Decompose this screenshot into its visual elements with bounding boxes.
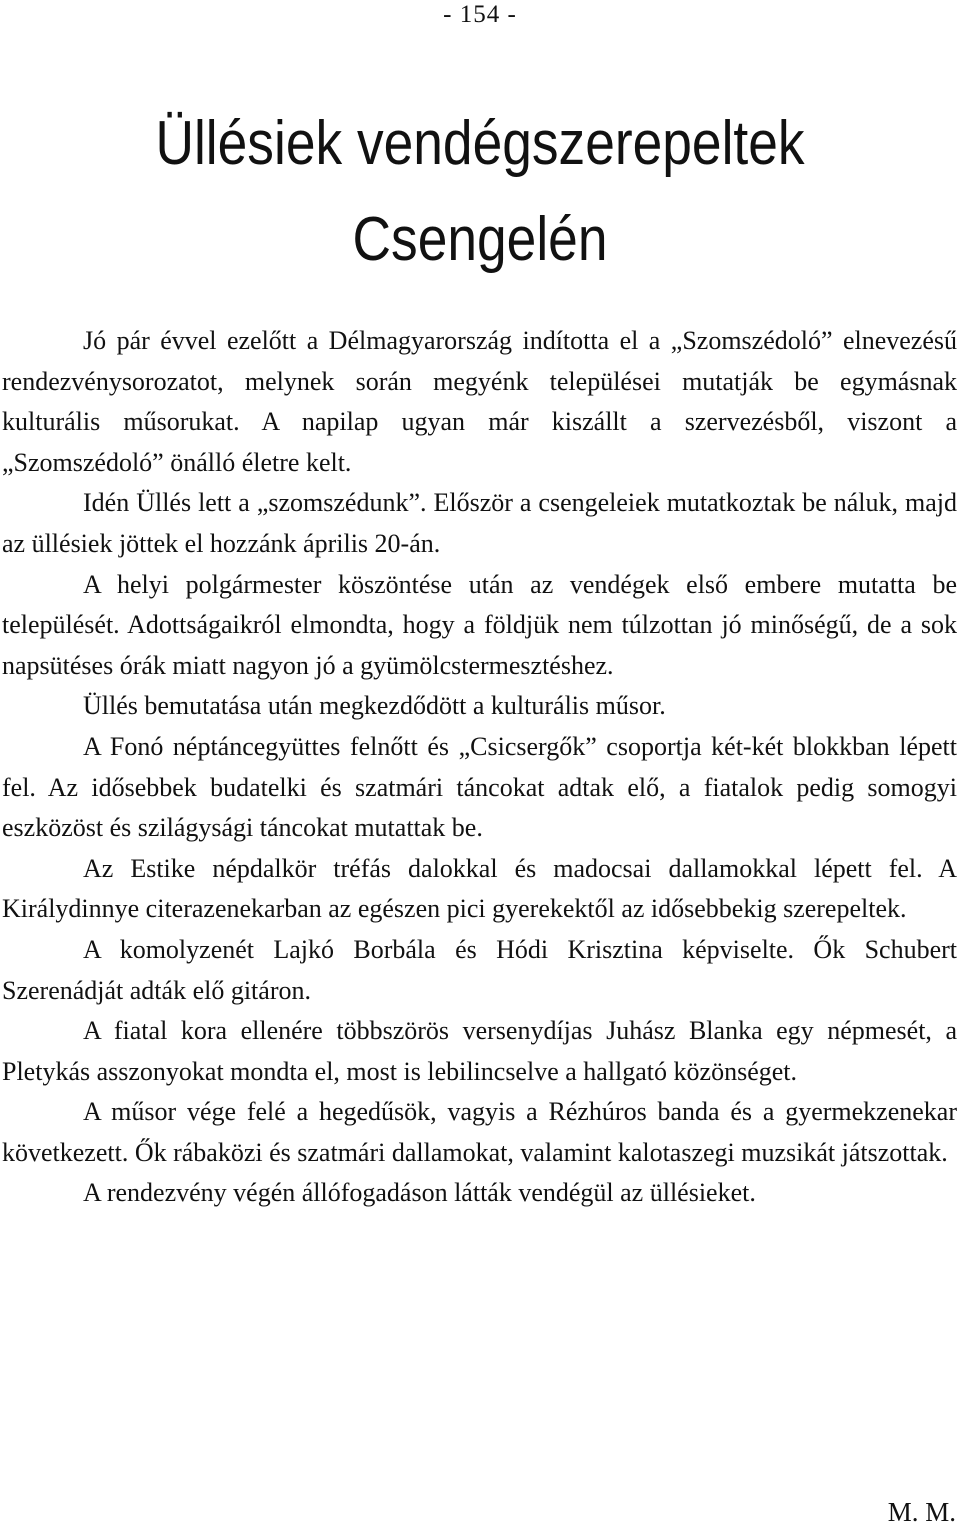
- article-title-line-2: Csengelén: [352, 205, 608, 274]
- paragraph: Jó pár évvel ezelőtt a Délmagyarország indította el a „Szomszédoló” elnevezésű rendezvénysorozatot, melynek során megyénk települései mutatják be egymásnak kulturális műsorukat. A napilap ugyan már kiszállt a szervezésből, viszont a „Szomszédoló” önálló életre kelt.: [2, 326, 957, 477]
- article-body: [2, 321, 957, 1214]
- page-number: - 154 -: [443, 1, 517, 28]
- paragraph: A műsor vége felé a hegedűsök, vagyis a Rézhúros banda és a gyermekzenekar következett. Ők rábaközi és szatmári dallamokat, valamint kalotaszegi muzsikát játszottak.: [2, 1097, 957, 1167]
- paragraph: Idén Üllés lett a „szomszédunk”. Először a csengeleiek mutatkoztak be náluk, majd az üllésiek jöttek el hozzánk április 20-án.: [2, 488, 957, 558]
- paragraph: Az Estike népdalkör tréfás dalokkal és madocsai dallamokkal lépett fel. A Királydinnye citerazenekarban az egészen pici gyerekektől az idősebbekig szerepeltek.: [2, 853, 957, 924]
- paragraph: A rendezvény végén állófogadáson látták vendégül az üllésieket.: [83, 1178, 756, 1208]
- article-title-line-1: Üllésiek vendégszerepeltek: [155, 109, 805, 178]
- paragraph: A komolyzenét Lajkó Borbála és Hódi Krisztina képviselte. Ők Schubert Szerenádját adták elő gitáron.: [2, 934, 957, 1005]
- paragraph: Üllés bemutatása után megkezdődött a kulturális műsor.: [83, 691, 666, 721]
- author-signature: M. M.: [887, 1497, 956, 1527]
- paragraph: A helyi polgármester köszöntése után az vendégek első embere mutatta be települését. Adottságaikról elmondta, hogy a földjük nem túlzottan jó minőségű, de a sok napsütéses órák miatt nagyon jó a gyümölcstermesztéshez.: [2, 569, 957, 680]
- paragraph: A fiatal kora ellenére többszörös versenydíjas Juhász Blanka egy népmesét, a Pletykás asszonyokat mondta el, most is lebilincselve a hallgató közönséget.: [2, 1016, 957, 1086]
- article-title: [67, 96, 893, 288]
- paragraph: A Fonó néptáncegyüttes felnőtt és „Csicsergők” csoportja két-két blokkban lépett fel. Az idősebbek budatelki és szatmári táncokat adtak elő, a fiatalok pedig somogyi eszközöst és szilágysági táncokat mutattak be.: [2, 731, 957, 843]
